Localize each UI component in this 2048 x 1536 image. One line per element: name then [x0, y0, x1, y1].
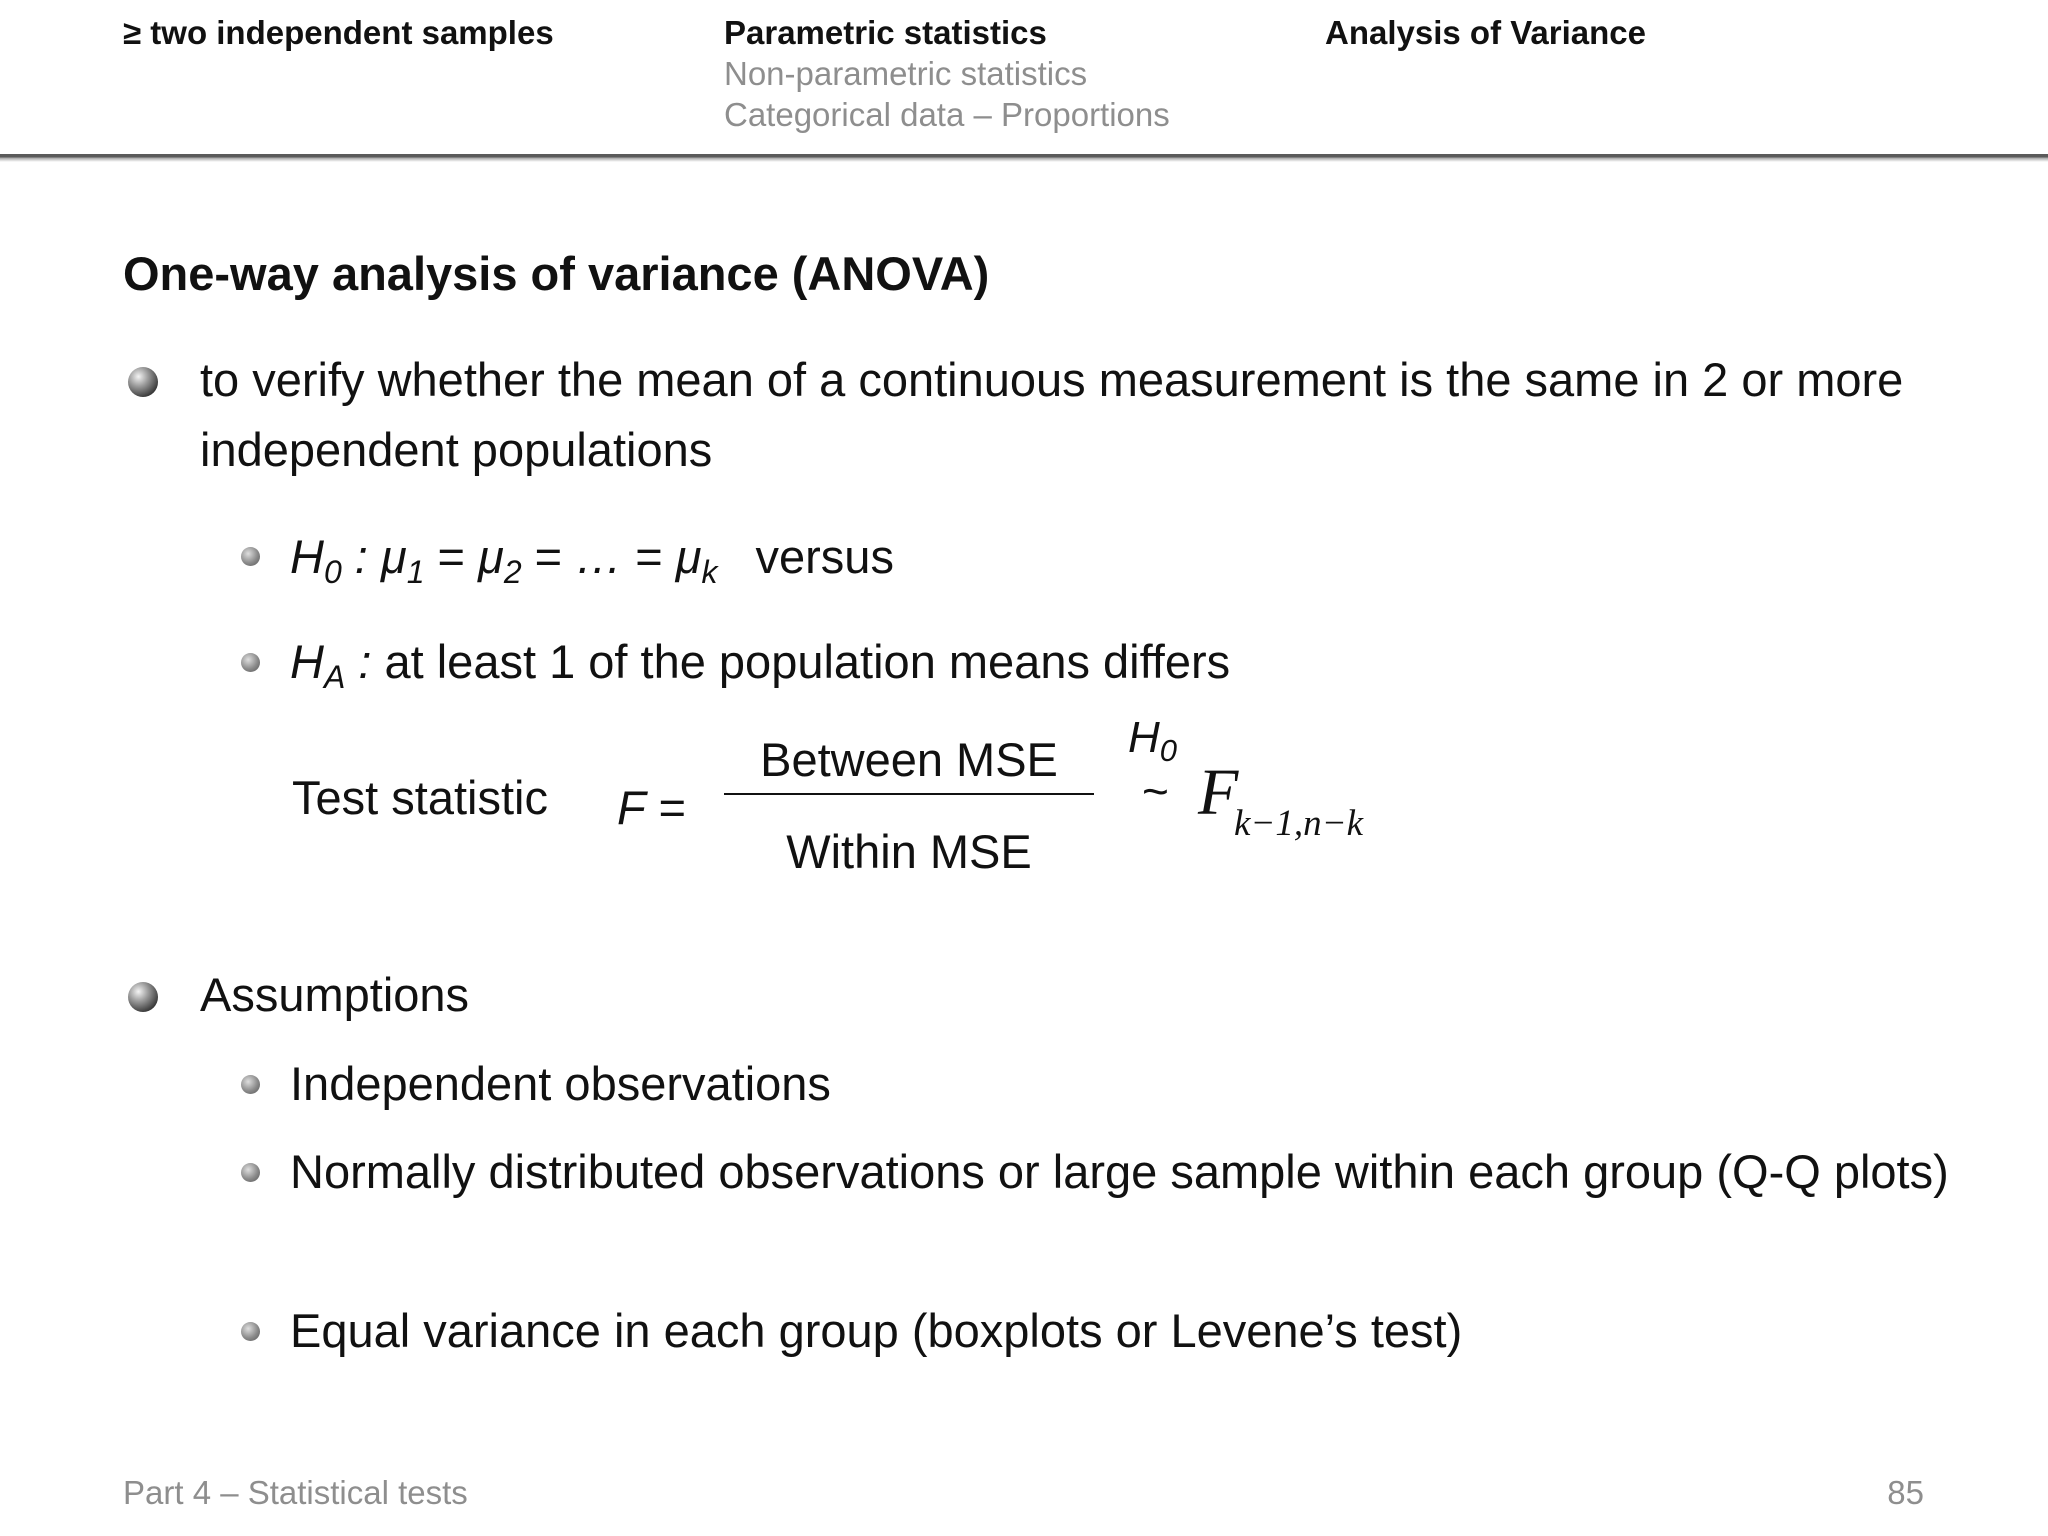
- ha-symbol: $H_A$: [290, 635, 346, 695]
- bullet-sphere-icon: [128, 982, 158, 1012]
- bullet-purpose-text: to verify whether the mean of a continuous measurement is the same in 2 or more independent populations: [200, 353, 1904, 476]
- nav-column-method: [1325, 12, 1646, 53]
- f-distribution-symbol: F: [1198, 756, 1239, 829]
- bullet-sphere-icon: [128, 367, 158, 397]
- mu-2: $\mu_2$: [478, 530, 522, 590]
- alternative-hypothesis: $H_A$ : at least 1 of the population means differs: [290, 635, 1231, 695]
- assumption-item: Equal variance in each group (boxplots or Levene’s test): [290, 1304, 1463, 1357]
- sub-bullet-icon: [241, 1163, 260, 1182]
- fraction-denominator: Within MSE: [786, 825, 1032, 878]
- nav-column-statistics-type: [724, 12, 1170, 135]
- h0-over-tilde: $H_0$: [1128, 713, 1178, 768]
- assumption-item: Independent observations: [290, 1057, 831, 1110]
- h0-symbol: $H_0$: [290, 530, 342, 590]
- sub-bullet-icon: [241, 1322, 260, 1341]
- assumption-item: Normally distributed observations or large sample within each group (Q-Q plots): [290, 1145, 1949, 1198]
- nav-item-parametric-statistics[interactable]: Parametric statistics: [724, 14, 1047, 51]
- sub-bullet-icon: [241, 1075, 260, 1094]
- f-equals: F =: [617, 781, 686, 834]
- test-statistic-label: Test statistic: [292, 771, 548, 824]
- sub-bullet-icon: [241, 653, 260, 672]
- nav-column-sample-type: [123, 12, 554, 53]
- fraction-bar: [724, 793, 1094, 795]
- versus-text: versus: [755, 530, 894, 583]
- sub-bullet-icon: [241, 547, 260, 566]
- nav-item-two-independent-samples[interactable]: ≥ two independent samples: [123, 14, 554, 51]
- slide-title: One-way analysis of variance (ANOVA): [123, 247, 990, 300]
- null-hypothesis: $H_0$ : $\mu_1 = \mu_2$ = … = $\mu_k$ versus: [290, 530, 894, 590]
- mu-k: $\mu_k$: [675, 530, 718, 590]
- page-number: 85: [1887, 1474, 1924, 1511]
- f-degrees-of-freedom: k−1,n−k: [1234, 803, 1364, 844]
- header-divider: [0, 154, 2048, 162]
- mu-1: $\mu_1$: [380, 530, 425, 590]
- assumptions-heading: Assumptions: [200, 968, 470, 1021]
- nav-item-categorical-data[interactable]: Categorical data – Proportions: [724, 96, 1170, 133]
- distributed-as-tilde: ~: [1142, 765, 1169, 817]
- nav-item-non-parametric-statistics[interactable]: Non-parametric statistics: [724, 55, 1088, 92]
- footer-section: Part 4 – Statistical tests: [123, 1474, 468, 1511]
- nav-item-analysis-of-variance[interactable]: Analysis of Variance: [1325, 14, 1646, 51]
- fraction-numerator: Between MSE: [760, 733, 1058, 786]
